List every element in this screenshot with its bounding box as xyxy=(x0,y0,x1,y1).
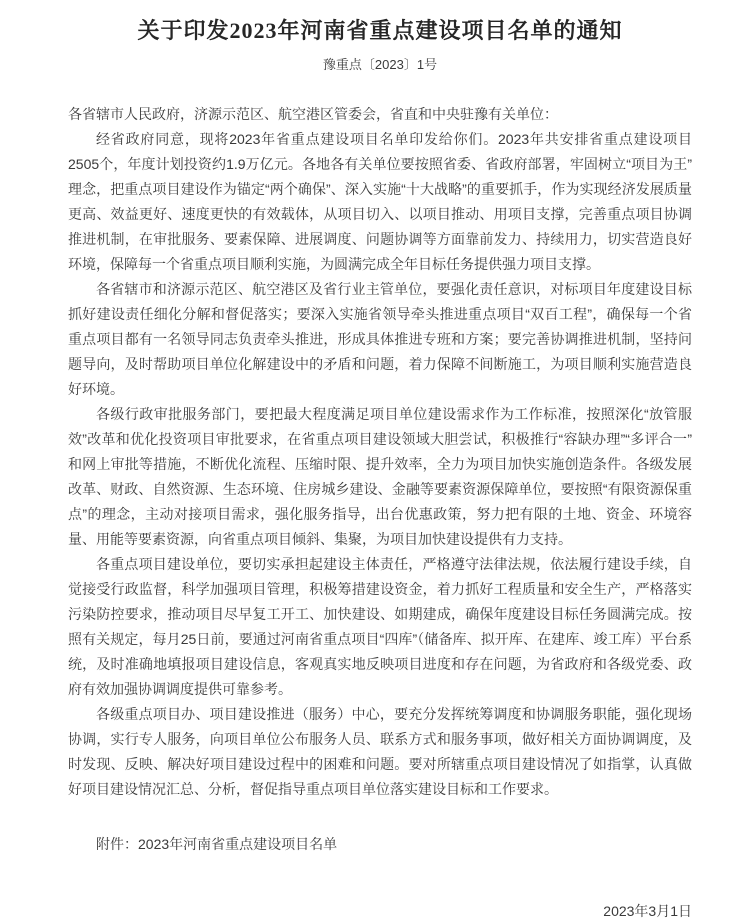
notice-paragraph: 经省政府同意，现将2023年省重点建设项目名单印发给你们。2023年共安排省重点建设项目2505个，年度计划投资约1.9万亿元。各地各有关单位要按照省委、省政府部署，牢固树立“项目为王”理念，把重点项目建设作为锚定“两个确保”、深入实施“十大战略”的重要抓手，作为实现经济发展质量更高、效益更好、速度更快的有效载体，从项目切入、以项目推动、用项目支撑，完善重点项目协调推进机制，在审批服务、要素保障、进展调度、问题协调等方面靠前发力、持续用力，切实营造良好环境，保障每一个省重点项目顺利实施，为圆满完成全年目标任务提供强力项目支撑。 xyxy=(68,131,692,272)
attachment-line: 附件：2023年河南省重点建设项目名单 xyxy=(96,836,338,852)
notice-paragraph: 各重点项目建设单位，要切实承担起建设主体责任，严格遵守法律法规，依法履行建设手续，自觉接受行政监督，科学加强项目管理，积极筹措建设资金，着力抓好工程质量和安全生产，严格落实污染防控要求，推动项目尽早复工开工、加快建设、如期建成，确保年度建设目标任务圆满完成。按照有关规定，每月25日前，要通过河南省重点项目“四库”（储备库、拟开库、在建库、竣工库）平台系统，及时准确地填报项目建设信息，客观真实地反映项目进度和存在问题，为省政府和各级党委、政府有效加强协调调度提供可靠参考。 xyxy=(68,556,692,697)
page-title: 关于印发2023年河南省重点建设项目名单的通知 xyxy=(137,18,623,43)
document-number: 豫重点〔2023〕1号 xyxy=(322,57,438,72)
salutation-line: 各省辖市人民政府，济源示范区、航空港区管委会，省直和中央驻豫有关单位： xyxy=(68,106,558,122)
notice-paragraph: 各省辖市和济源示范区、航空港区及省行业主管单位，要强化责任意识，对标项目年度建设目标抓好建设责任细化分解和督促落实；要深入实施省领导牵头推进重点项目“双百工程”，确保每一个省重点项目都有一名领导同志负责牵头推进，形成具体推进专班和方案；要完善协调推进机制，坚持问题导向，及时帮助项目单位化解建设中的矛盾和问题，着力保障不间断施工，为项目顺利实施营造良好环境。 xyxy=(68,281,692,397)
notice-paragraph: 各级重点项目办、项目建设推进（服务）中心，要充分发挥统筹调度和协调服务职能，强化现场协调，实行专人服务，向项目单位公布服务人员、联系方式和服务事项，做好相关方面协调调度，及时发现、反映、解决好项目建设过程中的困难和问题。要对所辖重点项目建设情况了如指掌，认真做好项目建设情况汇总、分析，督促指导重点项目单位落实建设目标和工作要求。 xyxy=(68,706,692,797)
issue-date: 2023年3月1日 xyxy=(603,903,692,919)
notice-paragraph: 各级行政审批服务部门，要把最大程度满足项目单位建设需求作为工作标准，按照深化“放管服效”改革和优化投资项目审批要求，在省重点项目建设领域大胆尝试，积极推行“容缺办理”“多评合一”和网上审批等措施，不断优化流程、压缩时限、提升效率，全力为项目加快实施创造条件。各级发展改革、财政、自然资源、生态环境、住房城乡建设、金融等要素资源保障单位，要按照“有限资源保重点”的理念，主动对接项目需求，强化服务指导，出台优惠政策，努力把有限的土地、资金、环境容量、用能等要素资源，向省重点项目倾斜、集聚，为项目加快建设提供有力支持。 xyxy=(68,406,692,547)
document-body xyxy=(68,102,692,802)
